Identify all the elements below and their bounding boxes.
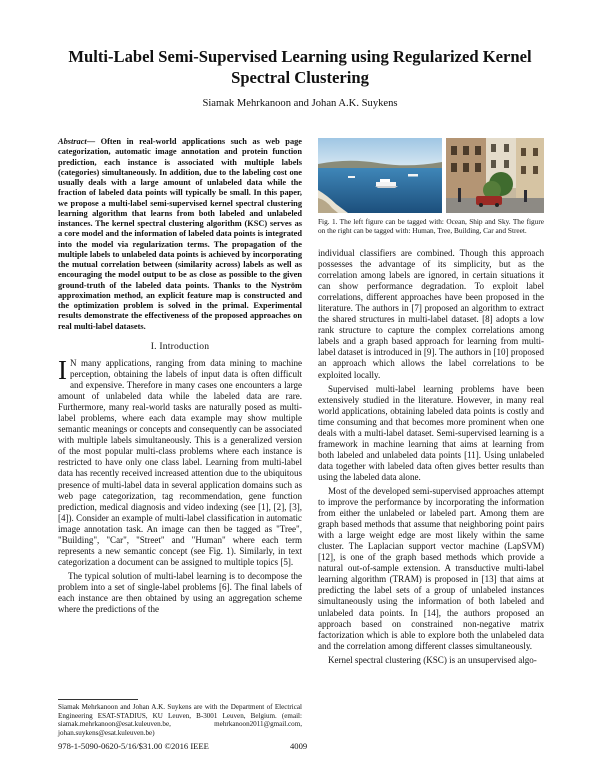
copyright-footer: 978-1-5090-0620-5/16/$31.00 ©2016 IEEE	[58, 741, 209, 751]
drop-cap: I	[58, 355, 67, 385]
author-list: Siamak Mehrkanoon and Johan A.K. Suykens	[202, 98, 398, 109]
right-paragraph-3: Most of the developed semi-supervised approaches attempt to improve the performance by incorporating the information from either the unlabeled or labeled part. Among them are graph based methods that assume that neighboring point pairs with a large weight edge are most likely within the same cluster. The Laplacian support vector machine (LapSVM) [12], is one of the graph based methods which provide a natural out-of-sample extension. A transductive multi-label learning algorithm (TRAM) is proposed in [13] that aims at predicting the label sets of a group of unlabeled instances simultaneously using the information of both labeled and unlabeled data points. In [14], the authors proposed an approach based on constrained non-negative matrix factorization which is able to explore both the unlabeled data and the correlation among different classes simultaneously.	[318, 485, 544, 651]
right-paragraph-2: Supervised multi-label learning problems have been extensively studied in the literature. However, in many real world applications, obtaining labeled data points is costly and time consuming and that becomes more prominent when one deals with a multi-label dataset. Semi-supervised learning is a framework in machine learning that aims at learning from both labeled and unlabeled data points [11]. Using unlabeled data together with labeled data often gives better results than using the labeled data alone.	[318, 383, 544, 482]
abstract-label: Abstract	[58, 137, 87, 146]
abstract	[58, 137, 302, 332]
street-image	[446, 138, 544, 213]
paper-title	[40, 46, 560, 88]
intro-paragraph-2: The typical solution of multi-label learning is to decompose the problem into a set of single-label problems [6]. The final labels of each instance are then obtained by using an aggregation scheme where the predictions of the	[58, 570, 302, 615]
title-line-2: Spectral Clustering	[231, 68, 369, 87]
intro-text	[58, 355, 302, 615]
section-heading: I. Introduction	[150, 341, 210, 352]
intro-paragraph-1: I N many applications, ranging from data mining to machine perception, obtaining the labels of input data is often difficult and expensive. Therefore in many cases one encounters a large amount of unlabeled data while the labeled data are rare. Furthermore, many real-world tasks are naturally posed as multi-label problems, where each data example may show multiple semantic meanings or concepts and consequently can be associated with multiple labels simultaneously. This is a generalized version of the most popular multi-class problems where each instance is restricted to have only one class label. Learning from multi-label data has recently received increased attention due to the ubiquitous presence of multi-label data in several application domains such as web page categorization, tag recommendation, gene function prediction, medical diagnosis and video indexing (see [1], [2], [3], [4]). Consider an example of multi-label classification in automatic image annotation task. An image can then be tagged as "Tree", "Building", "Car", "Street" and "Human" where each term represents a new semantic concept (see Fig. 1). Similarly, in text categorization a document can be assigned to multiple topics [5].	[58, 355, 302, 567]
title-line-1: Multi-Label Semi-Supervised Learning using Regularized Kernel	[68, 47, 532, 66]
page-number: 4009	[290, 741, 308, 751]
right-column-text	[318, 248, 544, 666]
ocean-ship-image	[318, 138, 442, 213]
right-paragraph-1: individual classifiers are combined. Though this approach possesses the advantage of its simplicity, but as the correlation among labels are ignored, in certain situations it can show performance degradation. To exploit label correlations, different approaches have been proposed in the literature. The authors in [7] proposed an algorithm to extract the shared structures in multi-label dataset. [8] adopts a low rank structure to capture the complex correlations among labels and a graph based approach for learning from multi-label dataset is introduced in [9]. The authors in [10] proposed an approach which allows the label correlations to be exploited locally.	[318, 248, 544, 380]
author-footnote: Siamak Mehrkanoon and Johan A.K. Suykens are with the Department of Electrical Engineering ESAT-STADIUS, KU Leuven, B-3001 Leuven, Belgium. (email: siamak.mehrkanoon@esat.kuleuven.be, mehrkanoon2011@gmail.com, johan.suykens@esat.kuleuven.be)	[58, 703, 302, 737]
abstract-text: — Often in real-world applications such as web page categorization, automatic image annotation and protein function prediction, each instance is associated with multiple labels (categories) simultaneously. In addition, due to the labeling cost one usually deals with a large amount of unlabeled data while the fraction of labeled data points will typically be small. In this paper, we propose a multi-label semi-supervised kernel spectral clustering learning algorithm that learns from both labeled and unlabeled instances. The kernel spectral clustering algorithm (KSC) serves as a core model and the information of labeled data points is integrated into the model via regularization terms. The propagation of the multiple labels to unlabeled data points is achieved by incorporating the mutual correlation between (similarity across) labels as well as encouraging the model output to be as close as possible to the given ground-truth of the labeled data points. Thanks to the Nyström approximation method, an explicit feature map is constructed and the optimization problem is solved in the primal. Experimental results demonstrate the effectiveness of the proposed approaches on real multi-label datasets.	[58, 137, 302, 331]
footnote-rule	[58, 699, 138, 700]
figure-caption: Fig. 1. The left figure can be tagged with: Ocean, Ship and Sky. The figure on the right can be tagged with: Human, Tree, Building, Car and Street.	[318, 217, 544, 235]
figure-1	[318, 138, 544, 213]
right-paragraph-4: Kernel spectral clustering (KSC) is an unsupervised algo-	[328, 654, 537, 665]
